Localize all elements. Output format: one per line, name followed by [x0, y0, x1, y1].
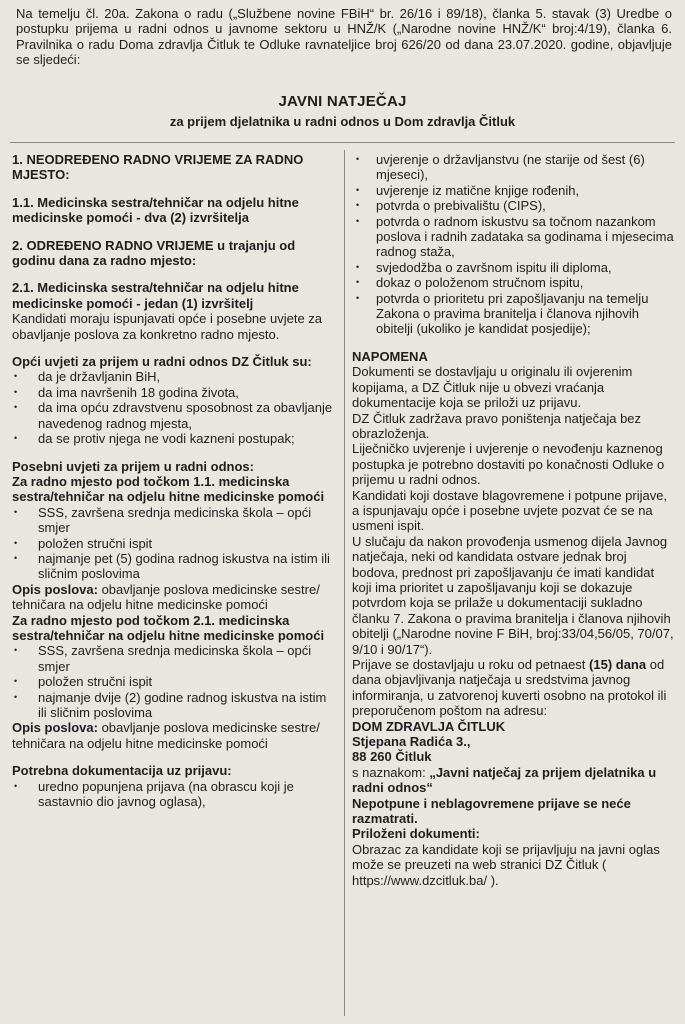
page-title: JAVNI NATJEČAJ	[278, 93, 407, 110]
header-divider	[10, 142, 675, 143]
job-description-text: obavljanje poslova medicinske sestre/ tehničara na odjelu hitne medicinske pomoći	[12, 581, 320, 613]
job-description-label: Opis poslova:	[12, 581, 98, 597]
documents-list-continued	[352, 152, 674, 337]
job-description-2	[12, 720, 336, 751]
section-2-1-position: 2.1. Medicinska sestra/tehničar na odjelu hitne medicinske pomoći - jedan (1) izvršitelj	[12, 280, 299, 311]
list-item: • položen stručni ispit	[12, 536, 336, 551]
special-conditions-heading: Posebni uvjeti za prijem u radni odnos:	[12, 458, 254, 474]
note-paragraph: U slučaju da nakon provođenja usmenog dijela Javnog natječaja, neki od kandidata ostvare jednak broj bodova, prednost pri zapošljavanju će imati kandidat koji ima prioritet u zapošljavanju koji se dokazuje potvrdom koja se prilaže u dokumentaciji sukladno članku 7. Zakona o pravima branitelja i članova njihovih obitelji („Narodne novine F BiH, broj:33/04,56/05, 70/07, 9/10 i 90/17“).	[352, 533, 674, 657]
envelope-mark	[352, 765, 674, 796]
list-item: • potvrda o radnom iskustvu sa točnom nazankom poslova i radnih zadataka sa godinama i mjesecima radnog staža,	[352, 214, 674, 260]
note-heading: NAPOMENA	[352, 348, 428, 364]
deadline-days: (15) dana	[589, 657, 647, 672]
right-column	[352, 152, 674, 888]
address-line-2: Stjepana Radića 3.,	[352, 734, 471, 750]
list-item: • potvrda o prebivalištu (CIPS),	[352, 198, 674, 213]
list-item: • dokaz o položenom stručnom ispitu,	[352, 275, 674, 290]
list-item: • uvjerenje iz matične knjige rođenih,	[352, 183, 674, 198]
deadline-text: od dana objavljivanja natječaja u sredstvima javnog informiranja, u zatvorenoj kuverti osobno na protokol ili preporučenom poštom na adresu:	[352, 657, 667, 719]
list-item: • SSS, završena srednja medicinska škola – opći smjer	[12, 643, 336, 674]
documents-heading: Potrebna dokumentacija uz prijavu:	[12, 763, 232, 779]
envelope-mark-text: „Javni natječaj za prijem djelatnika u radni odnos“	[352, 764, 657, 796]
intro-paragraph: Na temelju čl. 20a. Zakona o radu („Službene novine FBiH“ br. 26/16 i 89/18), članka 5. stavak (3) Uredbe o postupku prijema u radni odnos u javnome sektoru u HNŽ/K („Narodne novine HNŽ/K“ broj:4/19), članka 6. Pravilnika o radu Doma zdravlja Čitluk te Odluke ravnateljice broj 626/20 od dana 23.07.2020. godine, objavljuje se sljedeći:	[16, 6, 672, 68]
list-item: • SSS, završena srednja medicinska škola – opći smjer	[12, 505, 336, 536]
list-item: • da je državljanin BiH,	[12, 369, 336, 384]
note-paragraph: Kandidati koji dostave blagovremene i potpune prijave, a ispunjavaju opće i posebne uvjete pozvat će se na usmeni ispit.	[352, 487, 668, 534]
candidates-text: Kandidati moraju ispunjavati opće i posebne uvjete za obavljanje poslova za konkretno radno mjesto.	[12, 311, 323, 342]
list-item: • da ima opću zdravstvenu sposobnost za obavljanje navedenog radnog mjesta,	[12, 400, 336, 431]
position-1-requirements	[12, 505, 336, 582]
position-1-heading: Za radno mjesto pod točkom 1.1. medicinska sestra/tehničar na odjelu hitne medicinske pomoći	[12, 473, 325, 505]
list-item: • najmanje dvije (2) godine radnog iskustva na istim ili sličnim poslovima	[12, 690, 336, 721]
list-item: • potvrda o prioritetu pri zapošljavanju na temelju Zakona o pravima branitelja i članova njihovih obitelji (ukoliko je kandidat posjedije);	[352, 291, 674, 337]
documents-list-start	[12, 779, 336, 810]
address-line-3: 88 260 Čitluk	[352, 749, 432, 765]
note-paragraph: Liječničko uvjerenje i uvjerenje o nevođenju kaznenog postupka je potrebno dostaviti po konačnosti Odluke o prijemu u radni odnos.	[352, 441, 665, 488]
job-description-1	[12, 582, 336, 613]
section-1-1-position: 1.1. Medicinska sestra/tehničar na odjelu hitne medicinske pomoći - dva (2) izvršitelja	[12, 194, 299, 226]
note-paragraph: Dokumenti se dostavljaju u originalu ili ovjerenim kopijama, a DZ Čitluk nije u obvezi vraćanja dokumentacije koja se priloži uz prijavu.	[352, 364, 633, 411]
attached-heading: Priloženi dokumenti:	[352, 826, 480, 842]
note-paragraph: DZ Čitluk zadržava pravo poništenja natječaja bez obrazloženja.	[352, 410, 642, 441]
general-conditions-list	[12, 369, 336, 446]
position-2-requirements	[12, 643, 336, 720]
list-item: • položen stručni ispit	[12, 674, 336, 689]
page-subtitle: za prijem djelatnika u radni odnos u Dom zdravlja Čitluk	[169, 114, 516, 129]
attached-text: Obrazac za kandidate koji se prijavljuju na javni oglas može se preuzeti na web stranici DZ Čitluk ( https://www.dzcitluk.ba/ ).	[352, 841, 660, 888]
left-column	[12, 152, 336, 809]
list-item: • uredno popunjena prijava (na obrascu koji je sastavnio dio javnog oglasa),	[12, 779, 336, 810]
section-2-heading: 2. ODREĐENO RADNO VRIJEME u trajanju od godinu dana za radno mjesto:	[12, 237, 296, 269]
position-2-heading: Za radno mjesto pod točkom 2.1. medicinska sestra/tehničar na odjelu hitne medicinske pomoći	[12, 612, 325, 643]
deadline-text: Prijave se dostavljaju u roku od petnaest	[352, 657, 590, 672]
list-item: • da se protiv njega ne vodi kazneni postupak;	[12, 431, 336, 446]
deadline-paragraph	[352, 657, 674, 719]
list-item: • najmanje pet (5) godina radnog iskustva na istim ili sličnim poslovima	[12, 551, 336, 582]
general-conditions-heading: Opći uvjeti za prijem u radni odnos DZ Čitluk su:	[12, 354, 312, 370]
job-description-label: Opis poslova:	[12, 720, 98, 736]
column-divider	[344, 150, 345, 1016]
list-item: • uvjerenje o državljanstvu (ne starije od šest (6) mjeseci),	[352, 152, 674, 183]
address-line-1: DOM ZDRAVLJA ČITLUK	[352, 718, 506, 734]
envelope-mark-label: s naznakom:	[352, 764, 430, 780]
incomplete-notice: Nepotpune i neblagovremene prijave se neće razmatrati.	[352, 795, 631, 827]
job-description-text: obavljanje poslova medicinske sestre/ tehničara na odjelu hitne medicinske pomoći	[12, 720, 320, 751]
list-item: • svjedodžba o završnom ispitu ili diploma,	[352, 260, 674, 275]
list-item: • da ima navršenih 18 godina života,	[12, 385, 336, 400]
section-1-heading: 1. NEODREĐENO RADNO VRIJEME ZA RADNO MJESTO:	[12, 152, 304, 183]
